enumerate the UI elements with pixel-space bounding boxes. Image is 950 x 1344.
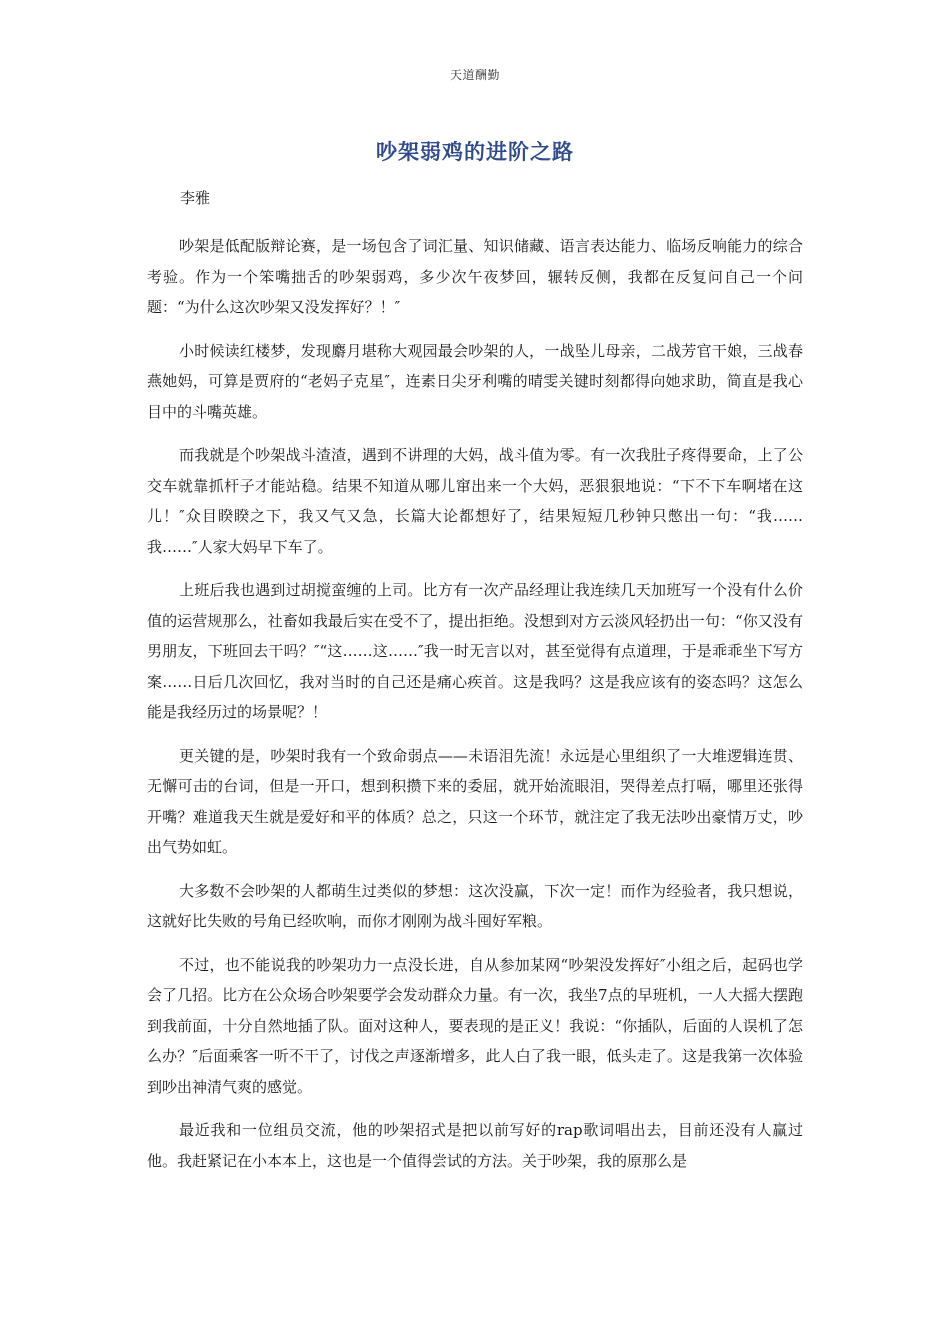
paragraph: 小时候读红楼梦，发现麝月堪称大观园最会吵架的人，一战坠儿母亲，二战芳官干娘，三战春燕她妈，可算是贾府的“老妈子克星″，连素日尖牙利嘴的晴雯关键时刻都得向她求助，简直是我心目中的斗嘴英雄。 [147, 341, 803, 421]
article-body [147, 231, 803, 1189]
paragraph: 而我就是个吵架战斗渣渣，遇到不讲理的大妈，战斗值为零。有一次我肚子疼得要命，上了公交车就靠抓杆子才能站稳。结果不知道从哪儿窜出来一个大妈，恶狠狠地说：“下不下车啊堵在这儿！″众目睽睽之下，我又气又急，长篇大论都想好了，结果短短几秒钟只憋出一句：“我……我……″人家大妈早下车了。 [147, 446, 803, 556]
article-title: 吵架弱鸡的进阶之路 [376, 139, 574, 164]
paragraph: 更关键的是，吵架时我有一个致命弱点——未语泪先流！永远是心里组织了一大堆逻辑连贯、无懈可击的台词，但是一开口，想到积攒下来的委屈，就开始流眼泪，哭得差点打嗝，哪里还张得开嘴？难道我天生就是爱好和平的体质？总之，只这一个环节，就注定了我无法吵出豪情万丈，吵出气势如虹。 [147, 746, 803, 856]
paragraph: 不过，也不能说我的吵架功力一点没长进，自从参加某网“吵架没发挥好″小组之后，起码也学会了几招。比方在公众场合吵架要学会发动群众力量。有一次，我坐7点的早班机，一人大摇大摆跑到我前面，十分自然地插了队。面对这种人，要表现的是正义！我说：“你插队，后面的人误机了怎么办？″后面乘客一听不干了，讨伐之声逐渐增多，此人白了我一眼，低头走了。这是我第一次体验到吵出神清气爽的感觉。 [147, 955, 803, 1096]
paragraph: 吵架是低配版辩论赛，是一场包含了词汇量、知识储藏、语言表达能力、临场反响能力的综合考验。作为一个笨嘴拙舌的吵架弱鸡，多少次午夜梦回，辗转反侧，我都在反复问自己一个问题：“为什么这次吵架又没发挥好？！″ [147, 237, 803, 316]
header-watermark-text: 天道酬勤 [449, 68, 500, 82]
article-author: 李雅 [180, 189, 211, 207]
paragraph: 最近我和一位组员交流，他的吵架招式是把以前写好的rap歌词唱出去，目前还没有人赢过他。我赶紧记在小本本上，这也是一个值得尝试的方法。关于吵架，我的原那么是 [147, 1121, 803, 1170]
paragraph: 上班后我也遇到过胡搅蛮缠的上司。比方有一次产品经理让我连续几天加班写一个没有什么价值的运营规那么，社畜如我最后实在受不了，提出拒绝。没想到对方云淡风轻扔出一句：“你又没有男朋友，下班回去干吗？″“这……这……″我一时无言以对，甚至觉得有点道理，于是乖乖坐下写方案……日后几次回忆，我对当时的自己还是痛心疾首。这是我吗？这是我应该有的姿态吗？这怎么能是我经历过的场景呢？！ [147, 581, 803, 721]
paragraph: 大多数不会吵架的人都萌生过类似的梦想：这次没赢，下次一定！而作为经验者，我只想说，这就好比失败的号角已经吹响，而你才刚刚为战斗囤好军粮。 [147, 881, 803, 930]
